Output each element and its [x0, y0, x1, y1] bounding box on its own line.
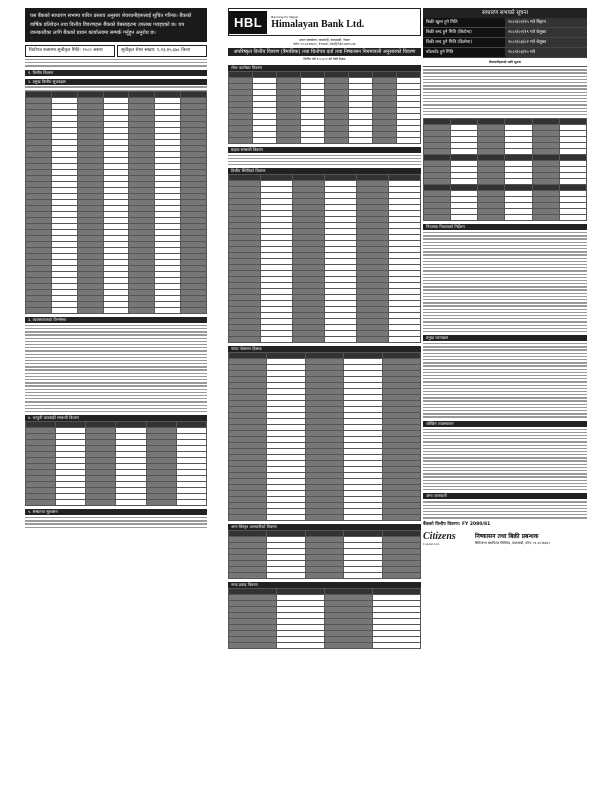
notice-row-key: बाँडफाँड हुने मिति — [423, 48, 505, 57]
address-line: प्रधान कार्यालय: कमलादी, काठमाडौं, नेपाल — [299, 38, 350, 42]
citizens-logo — [423, 531, 475, 546]
notice-row-key: बिक्री खुला हुने मिति — [423, 18, 505, 27]
section-major-events: प्रमुख घटनाक्रम — [423, 335, 587, 341]
newspaper-page — [25, 8, 587, 784]
notice-row — [423, 28, 587, 38]
section-financial-statement: १. वित्तीय विवरण — [25, 70, 207, 76]
notice-row-key: बिक्री बन्द हुने मिति (छिटोमा) — [423, 28, 505, 37]
section-governance: ५. संस्थागत सुशासन — [25, 509, 207, 515]
section-regulatory-directives: नियामक निकायको निर्देशन — [423, 224, 587, 230]
section-share-trading: शेयर कारोबार विवरण — [228, 65, 421, 71]
right-column — [423, 8, 587, 546]
citizens-logo-sub: Capital Ltd. — [423, 541, 440, 546]
other-income-table — [228, 530, 421, 579]
section-customer-info: ग्राहक सम्बन्धी विवरण — [228, 147, 421, 153]
left-data-table — [25, 91, 207, 314]
listing-date-box: धितोपत्र बजारमा सूचीकृत मिति: २०८० असार — [25, 45, 115, 58]
citizens-text — [475, 532, 550, 545]
section-risk-management: जोखिम व्यवस्थापन — [423, 421, 587, 427]
listing-boxes — [25, 45, 207, 58]
share-count-box: सूचीकृत शेयर संख्या: १,२३,४५,६७८ कित्ता — [117, 45, 207, 58]
notice-row-value: २०८१/०३/१० गते — [505, 48, 587, 57]
notice-title: साधारण सभाको सूचना — [423, 8, 587, 18]
financial-year-note: बैंकको वित्तीय विवरण: FY 2080/81 — [423, 521, 491, 527]
contact-line: फोन: ०१-४२२७७४९, Email: hbl@hbl.com.np — [293, 42, 356, 47]
section-other-income: अन्य विस्तृत आम्दानीको विवरण — [228, 524, 421, 530]
section-cash-flow: नगद प्रवाह विवरण — [228, 582, 421, 588]
notice-row — [423, 48, 587, 58]
notice-row-value: २०८१/०२/१५ गते बिहान — [505, 18, 587, 27]
left-legal-table — [25, 421, 207, 506]
left-column — [25, 8, 207, 528]
citizens-capital-block — [423, 531, 587, 546]
logo-tagline: Banking for Nepal — [271, 14, 299, 19]
notice-row-value: २०८१/०३/०२ गते बेलुका — [505, 38, 587, 47]
section-profit-loss: नाफा नोक्सान हिसाब — [228, 346, 421, 352]
profit-loss-table — [228, 352, 421, 521]
section-other-info: अन्य जानकारी — [423, 493, 587, 499]
middle-column — [228, 8, 421, 649]
sub-banner: वित्तीय वर्ष २०८०/८१ को तेस्रो त्रैमास — [303, 57, 346, 62]
share-trading-table — [228, 71, 421, 144]
section-financial-position: वित्तीय स्थितिको विवरण — [228, 168, 421, 174]
notice-subtitle: शेयरधनीहरूको लागि सूचना — [489, 60, 521, 64]
notice-row — [423, 38, 587, 48]
notice-row-value: २०८१/०२/१९ गते बेलुका — [505, 28, 587, 37]
section-management-analysis: ३. व्यवस्थापनको विश्लेषण — [25, 317, 207, 323]
citizens-title: निष्कासन तथा बिक्री प्रबन्धक — [475, 532, 539, 540]
citizens-info: सिटिजन्स क्यापिटल लिमिटेड, काठमाडौं, फोन: ०१-४५२७६४२ — [475, 540, 550, 545]
top-notice: यस बैंकको साधारण सभामा पारित प्रस्ताव अनुसार शेयरधनीहरूलाई सूचित गरिन्छ। बैंकको वार्षिक प्रतिवेदन तथा वित्तीय विवरणहरू बैंकको वेबसाइटमा उपलब्ध गराइएको छ। थप जानकारीका लागि बैंकको प्रधान कार्यालयमा सम्पर्क गर्नुहुन अनुरोध छ। — [25, 8, 207, 42]
cash-flow-table — [228, 588, 421, 649]
section-financial-indicators: २. प्रमुख वित्तीय सूचकहरू — [25, 79, 207, 85]
hbl-logo — [228, 8, 421, 36]
hbl-logo-mark: HBL — [229, 11, 267, 34]
financial-position-table — [228, 174, 421, 343]
report-banner: अपरिष्कृत वित्तीय विवरण (त्रैमासिक) तथा धितोपत्र दर्ता तथा निष्कासन नियमावली अनुसारको विवरण — [228, 48, 421, 56]
citizens-logo-text: Citizens — [423, 530, 456, 542]
section-legal-proceedings: ४. कानुनी कारबाही सम्बन्धी विवरण — [25, 415, 207, 421]
bank-name: Himalayan Bank Ltd. — [271, 18, 365, 30]
notice-row — [423, 18, 587, 28]
hbl-logo-name — [267, 15, 364, 30]
notice-row-key: बिक्री बन्द हुने मिति (ढिलोमा) — [423, 38, 505, 47]
right-summary-table — [423, 118, 587, 221]
